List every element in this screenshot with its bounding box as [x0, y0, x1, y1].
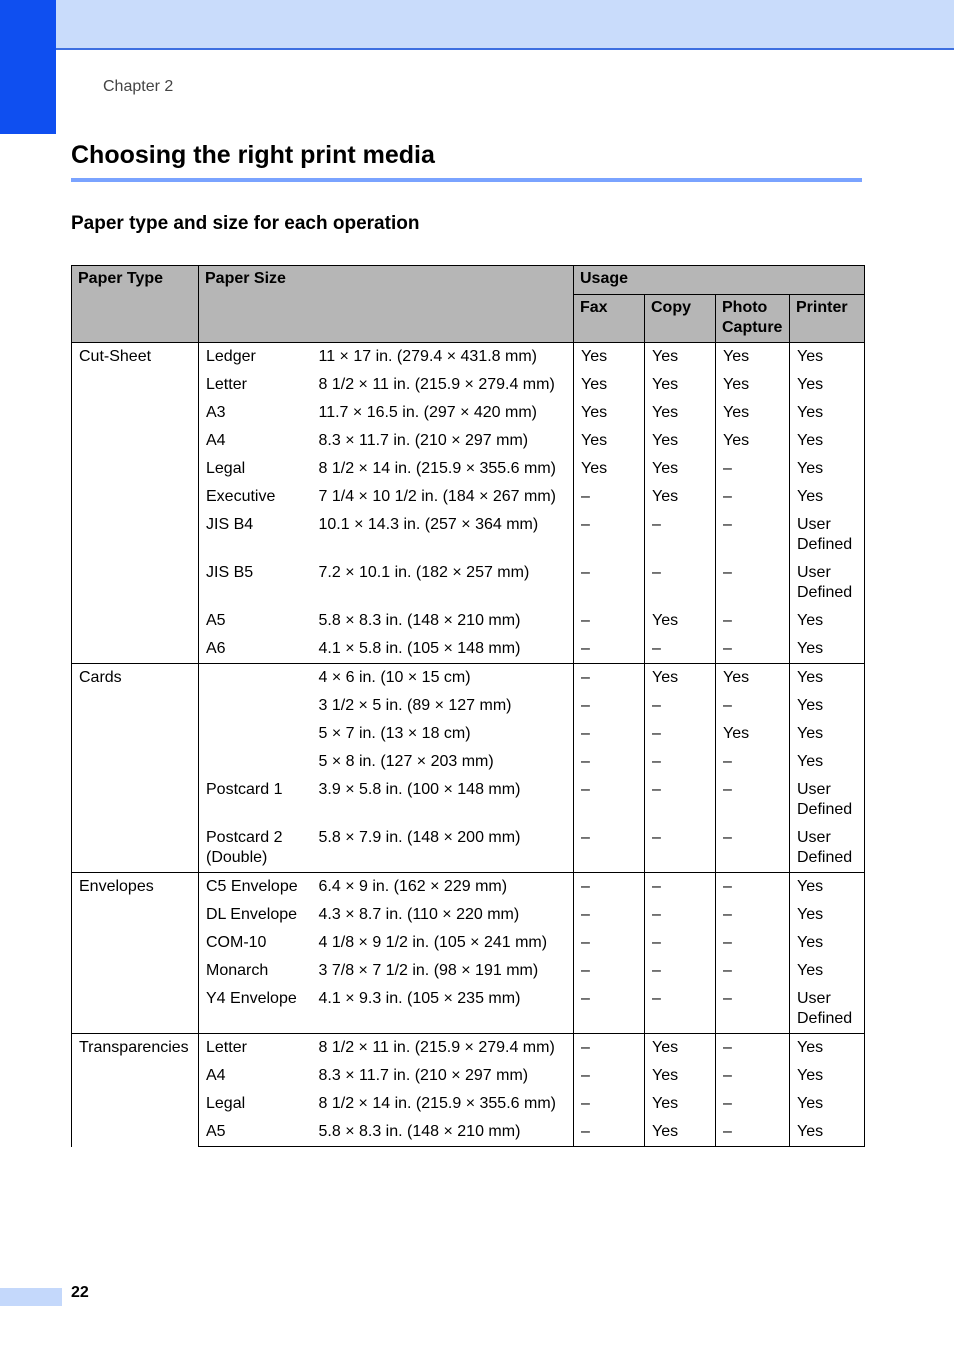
fax-cell: –	[574, 985, 645, 1034]
paper-name-cell: Letter	[206, 376, 247, 393]
paper-name-cell: Legal	[206, 460, 246, 477]
photo-capture-cell: Yes	[716, 720, 790, 748]
fax-cell: Yes	[574, 343, 645, 372]
paper-name-cell: Letter	[199, 1034, 317, 1063]
paper-dimensions-cell: 4 1/8 × 9 1/2 in. (105 × 241 mm)	[318, 934, 548, 951]
fax-cell: –	[574, 1062, 645, 1090]
fax-cell: –	[574, 957, 645, 985]
page-number: 22	[71, 1284, 89, 1301]
paper-dimensions-cell: 11.7 × 16.5 in. (297 × 420 mm)	[318, 404, 537, 421]
paper-name-cell: DL Envelope	[206, 906, 298, 923]
paper-type-cell: Cards	[72, 664, 199, 873]
printer-cell: Yes	[790, 1118, 865, 1147]
photo-capture-cell: –	[716, 483, 790, 511]
header-printer: Printer	[790, 295, 865, 343]
paper-dimensions-cell: 10.1 × 14.3 in. (257 × 364 mm)	[318, 516, 539, 533]
photo-capture-cell: Yes	[716, 399, 790, 427]
copy-cell: Yes	[645, 483, 716, 511]
printer-cell: Yes	[790, 371, 865, 399]
photo-capture-cell: –	[716, 985, 790, 1034]
fax-cell: –	[574, 929, 645, 957]
table-row	[72, 873, 865, 902]
photo-capture-cell: –	[716, 1090, 790, 1118]
fax-cell: –	[574, 559, 645, 607]
header-paper-type: Paper Type	[72, 266, 199, 343]
fax-cell: –	[574, 1034, 645, 1063]
copy-cell: –	[645, 559, 716, 607]
copy-cell: –	[645, 901, 716, 929]
header-band	[0, 0, 954, 50]
photo-capture-cell: –	[716, 559, 790, 607]
copy-cell: Yes	[645, 1062, 716, 1090]
chapter-tab	[0, 0, 56, 134]
photo-capture-cell: –	[716, 511, 790, 559]
paper-name-cell: A3	[206, 404, 226, 421]
copy-cell: –	[645, 720, 716, 748]
copy-cell: –	[645, 873, 716, 902]
header-copy: Copy	[645, 295, 716, 343]
copy-cell: –	[645, 776, 716, 824]
printer-cell: User Defined	[790, 985, 865, 1034]
fax-cell: –	[574, 901, 645, 929]
paper-name-cell: COM-10	[206, 934, 267, 951]
paper-dimensions-cell: 3 1/2 × 5 in. (89 × 127 mm)	[318, 697, 512, 714]
photo-capture-cell: –	[716, 692, 790, 720]
paper-name-cell: Postcard 1	[206, 781, 283, 798]
printer-cell: Yes	[790, 664, 865, 693]
photo-capture-cell: –	[716, 957, 790, 985]
fax-cell: –	[574, 1090, 645, 1118]
title-underline	[71, 178, 862, 182]
copy-cell: Yes	[645, 1090, 716, 1118]
photo-capture-cell: Yes	[716, 343, 790, 372]
paper-name-cell	[199, 664, 317, 693]
fax-cell: –	[574, 720, 645, 748]
paper-type-cell: Envelopes	[72, 873, 199, 1034]
photo-capture-cell: –	[716, 1034, 790, 1063]
fax-cell: Yes	[574, 427, 645, 455]
paper-name-cell: JIS B5	[206, 564, 254, 581]
fax-cell: –	[574, 873, 645, 902]
paper-dimensions-cell: 5.8 × 8.3 in. (148 × 210 mm)	[317, 1118, 574, 1147]
paper-name-cell: A5	[199, 1118, 317, 1147]
printer-cell: User Defined	[790, 511, 865, 559]
header-photo-capture: Photo Capture	[716, 295, 790, 343]
photo-capture-cell: –	[716, 824, 790, 873]
photo-capture-cell: –	[716, 901, 790, 929]
fax-cell: –	[574, 635, 645, 664]
printer-cell: Yes	[790, 957, 865, 985]
printer-cell: Yes	[790, 748, 865, 776]
paper-name-cell	[199, 720, 317, 748]
paper-name-cell: A6	[206, 640, 226, 657]
printer-cell: Yes	[790, 455, 865, 483]
photo-capture-cell: –	[716, 1062, 790, 1090]
footer-tab	[0, 1288, 62, 1306]
paper-dimensions-cell: 3.9 × 5.8 in. (100 × 148 mm)	[318, 781, 521, 798]
paper-name-cell: A5	[206, 612, 226, 629]
table-row	[72, 1034, 865, 1063]
photo-capture-cell: Yes	[716, 664, 790, 693]
printer-cell: Yes	[790, 720, 865, 748]
fax-cell: Yes	[574, 455, 645, 483]
paper-dimensions-cell: 4.1 × 9.3 in. (105 × 235 mm)	[318, 990, 521, 1007]
printer-cell: User Defined	[790, 559, 865, 607]
printer-cell: User Defined	[790, 824, 865, 873]
section-heading: Paper type and size for each operation	[71, 213, 420, 234]
copy-cell: –	[645, 511, 716, 559]
printer-cell: Yes	[790, 607, 865, 635]
page-title: Choosing the right print media	[71, 141, 435, 169]
printer-cell: Yes	[790, 343, 865, 372]
copy-cell: Yes	[645, 427, 716, 455]
copy-cell: –	[645, 985, 716, 1034]
fax-cell: –	[574, 664, 645, 693]
paper-dimensions-cell: 8.3 × 11.7 in. (210 × 297 mm)	[318, 1067, 529, 1084]
photo-capture-cell: –	[716, 929, 790, 957]
paper-dimensions-cell: 4 × 6 in. (10 × 15 cm)	[317, 664, 574, 693]
fax-cell: Yes	[574, 399, 645, 427]
printer-cell: Yes	[790, 399, 865, 427]
copy-cell: –	[645, 692, 716, 720]
photo-capture-cell: –	[716, 748, 790, 776]
table-body	[72, 343, 865, 1147]
paper-dimensions-cell: 7.2 × 10.1 in. (182 × 257 mm)	[318, 564, 530, 581]
printer-cell: Yes	[790, 427, 865, 455]
copy-cell: Yes	[645, 1118, 716, 1147]
paper-name-cell: Legal	[206, 1095, 246, 1112]
table-row	[72, 343, 865, 372]
paper-dimensions-cell: 5.8 × 8.3 in. (148 × 210 mm)	[318, 612, 521, 629]
copy-cell: Yes	[645, 607, 716, 635]
table-row	[72, 664, 865, 693]
chapter-label: Chapter 2	[103, 78, 174, 95]
printer-cell: User Defined	[790, 776, 865, 824]
paper-name-cell	[199, 692, 317, 720]
paper-dimensions-cell: 5 × 7 in. (13 × 18 cm)	[318, 725, 471, 742]
photo-capture-cell: –	[716, 1118, 790, 1147]
copy-cell: –	[645, 824, 716, 873]
copy-cell: Yes	[645, 399, 716, 427]
paper-media-table	[71, 265, 865, 1147]
header-usage: Usage	[574, 266, 865, 295]
fax-cell: –	[574, 692, 645, 720]
paper-dimensions-cell: 8 1/2 × 14 in. (215.9 × 355.6 mm)	[318, 460, 556, 477]
printer-cell: Yes	[790, 483, 865, 511]
photo-capture-cell: Yes	[716, 427, 790, 455]
copy-cell: Yes	[645, 664, 716, 693]
fax-cell: Yes	[574, 371, 645, 399]
copy-cell: –	[645, 635, 716, 664]
paper-dimensions-cell: 3 7/8 × 7 1/2 in. (98 × 191 mm)	[318, 962, 539, 979]
paper-dimensions-cell: 8 1/2 × 14 in. (215.9 × 355.6 mm)	[318, 1095, 556, 1112]
printer-cell: Yes	[790, 929, 865, 957]
header-paper-size: Paper Size	[199, 266, 574, 343]
paper-name-cell: Y4 Envelope	[206, 990, 297, 1007]
fax-cell: –	[574, 483, 645, 511]
fax-cell: –	[574, 824, 645, 873]
copy-cell: –	[645, 957, 716, 985]
fax-cell: –	[574, 1118, 645, 1147]
printer-cell: Yes	[790, 1062, 865, 1090]
fax-cell: –	[574, 607, 645, 635]
photo-capture-cell: –	[716, 776, 790, 824]
printer-cell: Yes	[790, 692, 865, 720]
copy-cell: Yes	[645, 371, 716, 399]
copy-cell: –	[645, 748, 716, 776]
paper-dimensions-cell: 6.4 × 9 in. (162 × 229 mm)	[317, 873, 574, 902]
copy-cell: Yes	[645, 455, 716, 483]
paper-name-cell: A4	[206, 1067, 226, 1084]
photo-capture-cell: –	[716, 455, 790, 483]
fax-cell: –	[574, 511, 645, 559]
paper-name-cell: Postcard 2 (Double)	[206, 829, 283, 866]
paper-dimensions-cell: 8 1/2 × 11 in. (215.9 × 279.4 mm)	[318, 376, 555, 393]
paper-type-cell: Transparencies	[72, 1034, 199, 1147]
photo-capture-cell: –	[716, 635, 790, 664]
copy-cell: Yes	[645, 1034, 716, 1063]
fax-cell: –	[574, 748, 645, 776]
printer-cell: Yes	[790, 873, 865, 902]
paper-dimensions-cell: 4.3 × 8.7 in. (110 × 220 mm)	[318, 906, 520, 923]
paper-type-cell: Cut-Sheet	[72, 343, 199, 664]
paper-dimensions-cell: 5.8 × 7.9 in. (148 × 200 mm)	[318, 829, 521, 846]
paper-dimensions-cell: 5 × 8 in. (127 × 203 mm)	[318, 753, 494, 770]
printer-cell: Yes	[790, 635, 865, 664]
paper-dimensions-cell: 4.1 × 5.8 in. (105 × 148 mm)	[318, 640, 521, 657]
printer-cell: Yes	[790, 901, 865, 929]
printer-cell: Yes	[790, 1090, 865, 1118]
paper-name-cell: Executive	[206, 488, 276, 505]
printer-cell: Yes	[790, 1034, 865, 1063]
header-fax: Fax	[574, 295, 645, 343]
photo-capture-cell: –	[716, 607, 790, 635]
paper-dimensions-cell: 7 1/4 × 10 1/2 in. (184 × 267 mm)	[318, 488, 556, 505]
paper-dimensions-cell: 8.3 × 11.7 in. (210 × 297 mm)	[318, 432, 529, 449]
paper-name-cell: Ledger	[199, 343, 317, 372]
paper-name-cell: JIS B4	[206, 516, 254, 533]
paper-name-cell: Monarch	[206, 962, 269, 979]
photo-capture-cell: Yes	[716, 371, 790, 399]
paper-name-cell	[199, 748, 317, 776]
copy-cell: Yes	[645, 343, 716, 372]
paper-dimensions-cell: 11 × 17 in. (279.4 × 431.8 mm)	[317, 343, 574, 372]
copy-cell: –	[645, 929, 716, 957]
paper-dimensions-cell: 8 1/2 × 11 in. (215.9 × 279.4 mm)	[317, 1034, 574, 1063]
fax-cell: –	[574, 776, 645, 824]
paper-name-cell: C5 Envelope	[199, 873, 317, 902]
paper-name-cell: A4	[206, 432, 226, 449]
photo-capture-cell: –	[716, 873, 790, 902]
